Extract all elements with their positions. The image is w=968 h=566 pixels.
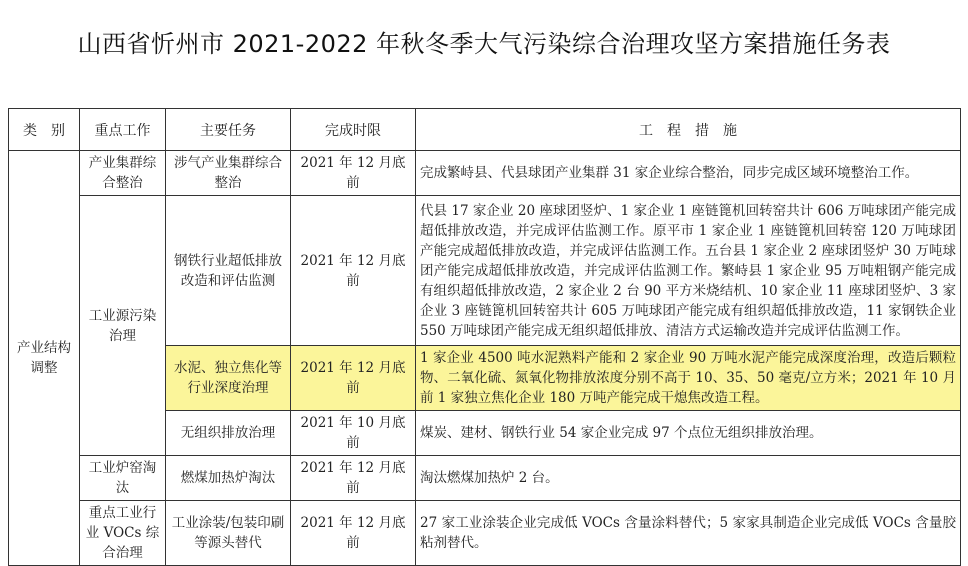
page-title: 山西省忻州市 2021-2022 年秋冬季大气污染综合治理攻坚方案措施任务表 <box>77 30 891 58</box>
key-work-cell: 工业源污染治理 <box>80 196 166 456</box>
category-cell: 产业结构调整 <box>9 151 80 566</box>
measure-cell: 代县 17 家企业 20 座球团竖炉、1 家企业 1 座链篦机回转窑共计 606 万吨球团产能完成超低排放改造，并完成评估监测工作。原平市 1 家企业 1 座链篦机回转窑 120 万吨球团产能完成超低排放改造，并完成评估监测工作。五台县 1 家企业 2 座球团竖炉 30 万吨球团产能完成超低排放改造，并完成评估监测工作。繁峙县 1 家企业 95 万吨粗钢产能完成有组织超低排放改造，2 家企业 2 台 90 平方米烧结机、10 家企业 11 座球团竖炉、3 家企业 3 座链篦机回转窑共计 605 万吨球团产能完成有组织超低排放改造，11 家钢铁企业 550 万吨球团产能完成无组织超低排放、清洁方式运输改造并完成评估监测工作。 <box>416 196 961 346</box>
measure-cell: 完成繁峙县、代县球团产业集群 31 家企业综合整治，同步完成区域环境整治工作。 <box>416 151 961 196</box>
main-task-cell: 燃煤加热炉淘汰 <box>166 456 291 501</box>
table-row <box>9 151 961 196</box>
deadline-cell: 2021 年 12 月底前 <box>291 346 416 411</box>
main-task-cell: 工业涂装/包装印刷等源头替代 <box>166 501 291 566</box>
deadline-cell: 2021 年 12 月底前 <box>291 196 416 346</box>
task-table <box>8 108 961 566</box>
header-measures: 工 程 措 施 <box>416 109 961 151</box>
measure-cell: 1 家企业 4500 吨水泥熟料产能和 2 家企业 90 万吨水泥产能完成深度治理，改造后颗粒物、二氧化硫、氮氧化物排放浓度分别不高于 10、35、50 毫克/立方米；2021 年 10 月前 1 家独立焦化企业 180 万吨产能完成干熄焦改造工程。 <box>416 346 961 411</box>
main-task-cell: 钢铁行业超低排放改造和评估监测 <box>166 196 291 346</box>
key-work-cell: 产业集群综合整治 <box>80 151 166 196</box>
measure-cell: 淘汰燃煤加热炉 2 台。 <box>416 456 961 501</box>
main-task-cell: 无组织排放治理 <box>166 411 291 456</box>
table-row <box>9 501 961 566</box>
table-row <box>9 456 961 501</box>
measure-cell: 27 家工业涂装企业完成低 VOCs 含量涂料替代；5 家家具制造企业完成低 VOCs 含量胶粘剂替代。 <box>416 501 961 566</box>
header-main-task: 主要任务 <box>166 109 291 151</box>
header-key-work: 重点工作 <box>80 109 166 151</box>
key-work-cell: 工业炉窑淘汰 <box>80 456 166 501</box>
main-task-cell: 水泥、独立焦化等行业深度治理 <box>166 346 291 411</box>
table-header-row <box>9 109 961 151</box>
header-deadline: 完成时限 <box>291 109 416 151</box>
deadline-cell: 2021 年 12 月底前 <box>291 501 416 566</box>
table-row <box>9 196 961 346</box>
deadline-cell: 2021 年 12 月底前 <box>291 456 416 501</box>
header-category: 类 别 <box>9 109 80 151</box>
deadline-cell: 2021 年 12 月底前 <box>291 151 416 196</box>
main-task-cell: 涉气产业集群综合整治 <box>166 151 291 196</box>
measure-cell: 煤炭、建材、钢铁行业 54 家企业完成 97 个点位无组织排放治理。 <box>416 411 961 456</box>
deadline-cell: 2021 年 10 月底前 <box>291 411 416 456</box>
key-work-cell: 重点工业行业 VOCs 综合治理 <box>80 501 166 566</box>
